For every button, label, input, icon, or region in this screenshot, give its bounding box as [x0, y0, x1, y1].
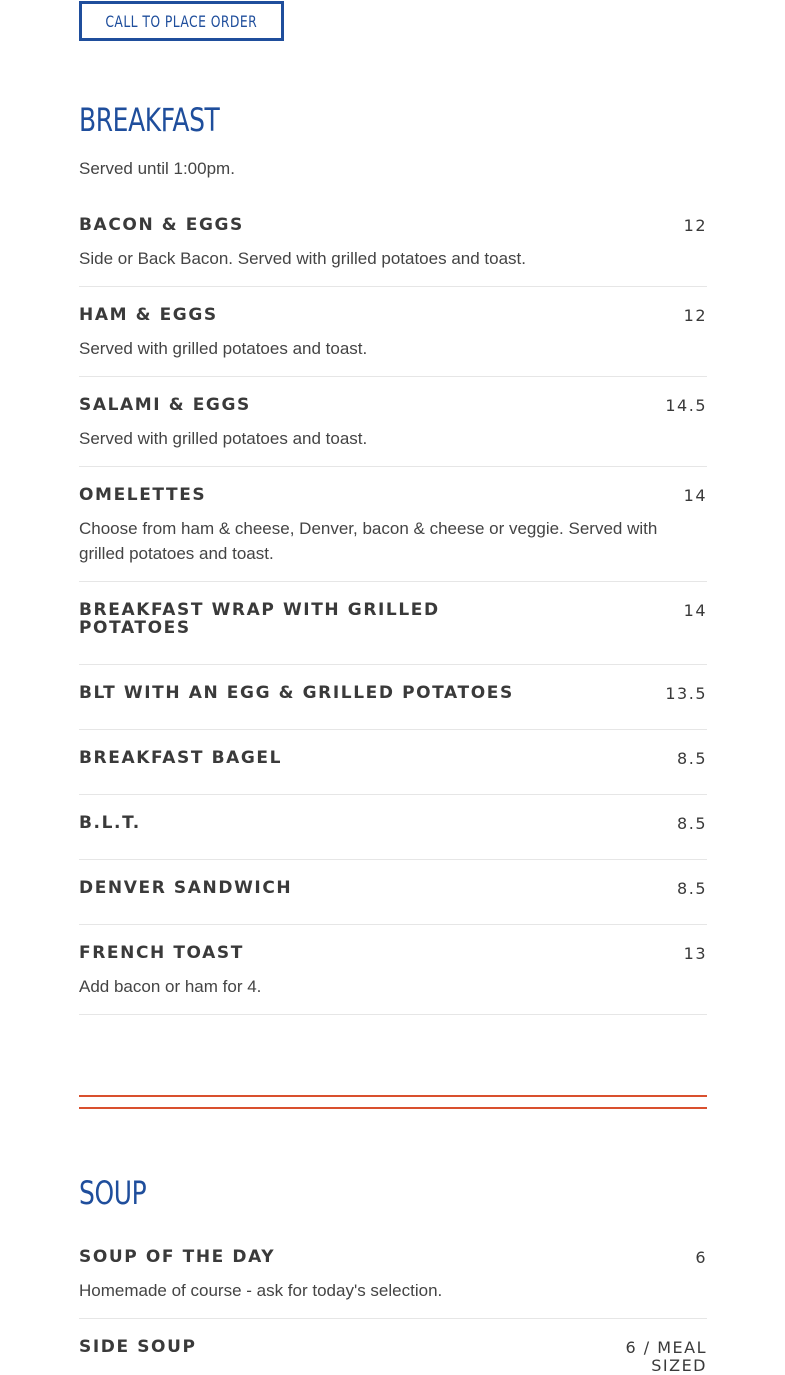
- item-price: 6: [695, 1248, 707, 1267]
- item-price: 14: [683, 486, 707, 505]
- item-name: SIDE SOUP: [79, 1337, 197, 1357]
- menu-item: [79, 1248, 707, 1319]
- item-description: Served with grilled potatoes and toast.: [79, 339, 368, 358]
- breakfast-title: BREAKFAST: [79, 101, 220, 139]
- item-price: 8.5: [677, 749, 707, 768]
- item-description: Add bacon or ham for 4.: [79, 977, 262, 996]
- menu-item: [79, 749, 707, 795]
- item-name: BREAKFAST WRAP WITH GRILLED POTATOES: [79, 600, 440, 638]
- item-name: FRENCH TOAST: [79, 943, 244, 963]
- breakfast-note: Served until 1:00pm.: [79, 159, 235, 178]
- item-name: BREAKFAST BAGEL: [79, 748, 283, 768]
- menu-item: [79, 814, 707, 860]
- section-divider-top: [79, 1095, 707, 1097]
- section-divider-bottom: [79, 1107, 707, 1109]
- call-to-place-order-button[interactable]: [79, 1, 284, 41]
- menu-item: [79, 944, 707, 1015]
- item-price: 6 / MEAL SIZED: [625, 1338, 707, 1375]
- menu-item: [79, 1337, 707, 1375]
- menu-item: [79, 486, 707, 582]
- menu-item: [79, 684, 707, 730]
- soup-title: SOUP: [79, 1174, 147, 1212]
- item-name: B.L.T.: [79, 813, 141, 833]
- item-price: 13.5: [665, 684, 707, 703]
- item-price: 13: [683, 944, 707, 963]
- item-name: OMELETTES: [79, 485, 207, 505]
- item-price: 12: [683, 216, 707, 235]
- item-name: DENVER SANDWICH: [79, 878, 293, 898]
- menu-item: [79, 396, 707, 467]
- item-description: Side or Back Bacon. Served with grilled potatoes and toast.: [79, 249, 526, 268]
- item-name: BACON & EGGS: [79, 215, 244, 235]
- item-name: HAM & EGGS: [79, 305, 218, 325]
- item-price: 8.5: [677, 814, 707, 833]
- item-description: Choose from ham & cheese, Denver, bacon & cheese or veggie. Served with grilled potatoes and toast.: [79, 519, 658, 563]
- item-price: 8.5: [677, 879, 707, 898]
- menu-item: [79, 879, 707, 925]
- item-name: SALAMI & EGGS: [79, 395, 251, 415]
- item-price: 12: [683, 306, 707, 325]
- menu-item: [79, 601, 707, 665]
- menu-item: [79, 216, 707, 287]
- item-description: Homemade of course - ask for today's selection.: [79, 1281, 443, 1300]
- item-price: 14.5: [665, 396, 707, 415]
- item-description: Served with grilled potatoes and toast.: [79, 429, 368, 448]
- item-name: BLT WITH AN EGG & GRILLED POTATOES: [79, 683, 514, 703]
- item-name: SOUP OF THE DAY: [79, 1247, 276, 1267]
- item-price: 14: [683, 601, 707, 620]
- menu-item: [79, 306, 707, 377]
- order-button-label: CALL TO PLACE ORDER: [105, 11, 258, 31]
